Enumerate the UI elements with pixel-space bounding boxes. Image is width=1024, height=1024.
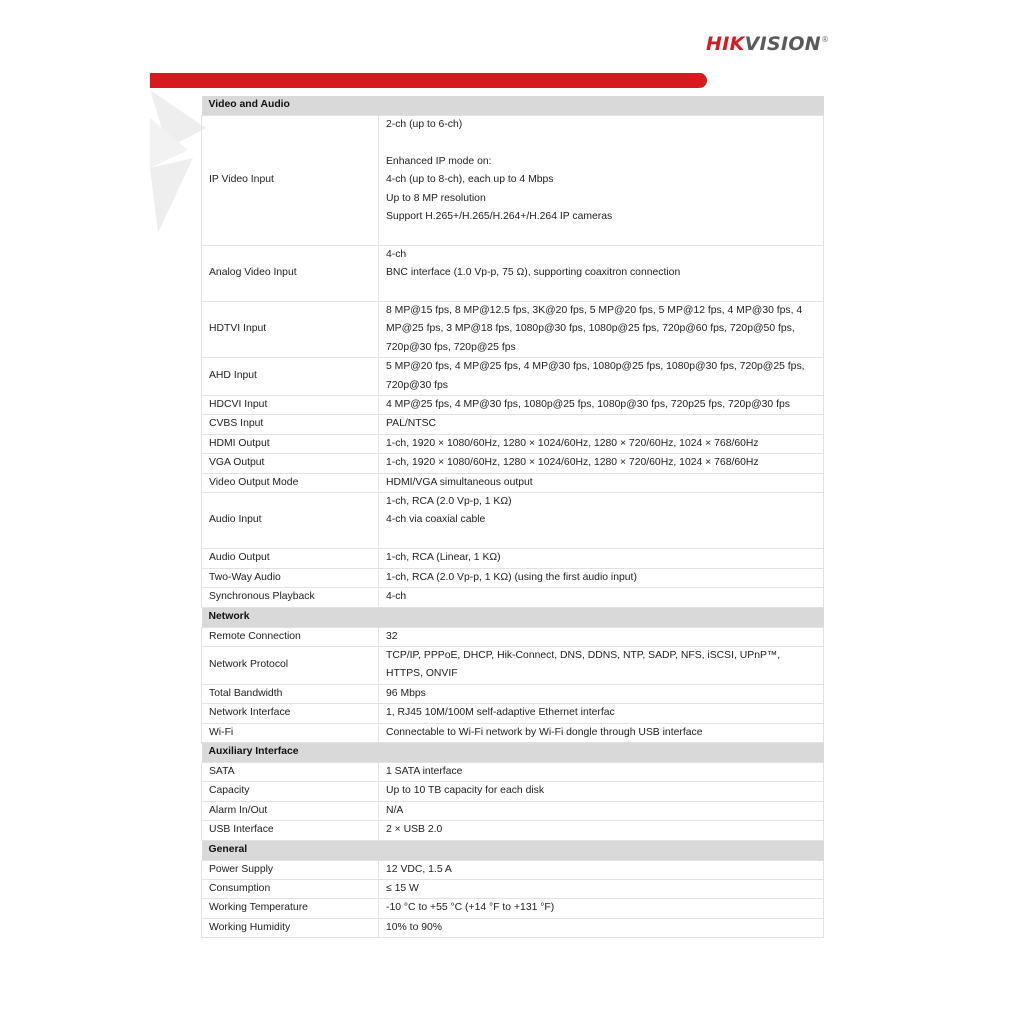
spec-label: Working Humidity [202,918,379,937]
spec-value-line: 10% to 90% [386,921,443,933]
spec-value [379,899,824,918]
spec-value-line: Up to 8 MP resolution [386,192,486,204]
spec-value-line [386,283,817,301]
spec-value-line: TCP/IP, PPPoE, DHCP, Hik-Connect, DNS, DDNS, NTP, SADP, NFS, iSCSI, UPnP™, HTTPS, ONVIF [386,649,781,680]
table-row [202,899,824,918]
spec-label: Remote Connection [202,627,379,646]
spec-value-line: -10 °C to +55 °C (+14 °F to +131 °F) [386,902,555,914]
spec-value-line: 2 × USB 2.0 [386,824,443,836]
spec-value-line: ≤ 15 W [386,882,419,894]
spec-value-line: 4 MP@25 fps, 4 MP@30 fps, 1080p@25 fps, 1080p@30 fps, 720p25 fps, 720p@30 fps [386,399,790,411]
spec-label: Network Interface [202,704,379,723]
spec-label: Synchronous Playback [202,588,379,607]
table-row [202,646,824,684]
table-row [202,493,824,549]
spec-value-line: 12 VDC, 1.5 A [386,863,452,875]
section-header [202,607,824,627]
section-title: Network [202,607,824,627]
table-row [202,782,824,801]
spec-value-line: 1-ch, RCA (2.0 Vp-p, 1 KΩ) (using the first audio input) [386,571,637,583]
table-row [202,568,824,587]
spec-value-line: 4-ch [386,248,407,260]
spec-value [379,415,824,434]
table-row [202,473,824,492]
spec-value-line: PAL/NTSC [386,418,437,430]
table-row [202,116,824,246]
spec-label: Capacity [202,782,379,801]
spec-value [379,454,824,473]
spec-label: CVBS Input [202,415,379,434]
spec-value-line: 4-ch [386,591,407,603]
spec-value-line [386,134,817,152]
table-row [202,245,824,301]
spec-value-line: BNC interface (1.0 Vp-p, 75 Ω), supporting coaxitron connection [386,267,681,279]
spec-value [379,493,824,549]
spec-value [379,646,824,684]
spec-label: Audio Output [202,549,379,568]
spec-value [379,358,824,396]
table-row [202,415,824,434]
section-title: General [202,840,824,860]
table-row [202,588,824,607]
spec-value [379,821,824,840]
watermark-graphic [148,88,208,238]
spec-value [379,434,824,453]
table-row [202,627,824,646]
spec-value-line: 1, RJ45 10M/100M self-adaptive Ethernet interfac [386,707,615,719]
spec-value-line: 4-ch via coaxial cable [386,514,486,526]
spec-label: Two-Way Audio [202,568,379,587]
spec-label: USB Interface [202,821,379,840]
table-row [202,704,824,723]
section-header [202,840,824,860]
spec-value-line: 1-ch, RCA (2.0 Vp-p, 1 KΩ) [386,496,512,508]
table-row [202,302,824,358]
specification-table [201,96,824,938]
table-row [202,684,824,703]
table-row [202,879,824,898]
table-row [202,821,824,840]
spec-label: HDTVI Input [202,302,379,358]
spec-value-line: 4-ch (up to 8-ch), each up to 4 Mbps [386,174,554,186]
spec-value-line: 5 MP@20 fps, 4 MP@25 fps, 4 MP@30 fps, 1080p@25 fps, 1080p@30 fps, 720p@25 fps, 720p@30 fps [386,361,805,391]
spec-value [379,245,824,301]
section-header [202,96,824,116]
header-red-bar [150,73,707,88]
spec-value [379,782,824,801]
spec-value-line: Up to 10 TB capacity for each disk [386,785,545,797]
table-row [202,860,824,879]
spec-value [379,879,824,898]
spec-label: Audio Input [202,493,379,549]
spec-value-line [386,530,817,548]
spec-value-line: HDMI/VGA simultaneous output [386,476,533,488]
specification-table-body [202,96,824,938]
spec-value-line: Support H.265+/H.265/H.264+/H.264 IP cameras [386,211,613,223]
spec-label: HDCVI Input [202,396,379,415]
spec-value-line: 8 MP@15 fps, 8 MP@12.5 fps, 3K@20 fps, 5 MP@20 fps, 5 MP@12 fps, 4 MP@30 fps, 4 MP@25 fps, 3 MP@18 fps, 1080p@30 fps, 1080p@25 fps, 720p@60 fps, 720p@50 fps, 720p@30 fps, 720p@25 fps [386,305,803,353]
spec-value [379,116,824,246]
table-row [202,454,824,473]
spec-value [379,302,824,358]
spec-value [379,704,824,723]
table-row [202,762,824,781]
registered-mark: ® [821,35,830,44]
spec-label: Network Protocol [202,646,379,684]
section-title: Video and Audio [202,96,824,116]
spec-value-line: 1 SATA interface [386,765,463,777]
spec-value-line: Enhanced IP mode on: [386,155,492,167]
spec-label: Consumption [202,879,379,898]
spec-value [379,473,824,492]
table-row [202,918,824,937]
spec-label: Video Output Mode [202,473,379,492]
spec-label: AHD Input [202,358,379,396]
table-row [202,358,824,396]
table-row [202,723,824,742]
section-title: Auxiliary Interface [202,742,824,762]
logo-text-gray: VISION [744,33,821,55]
table-row [202,801,824,820]
spec-value [379,723,824,742]
spec-label: Working Temperature [202,899,379,918]
table-row [202,396,824,415]
table-row [202,434,824,453]
spec-value-line: N/A [386,804,404,816]
spec-label: Power Supply [202,860,379,879]
spec-value-line: 32 [386,630,398,642]
spec-label: Total Bandwidth [202,684,379,703]
spec-value-line [386,226,817,244]
spec-value-line: 1-ch, 1920 × 1080/60Hz, 1280 × 1024/60Hz, 1280 × 720/60Hz, 1024 × 768/60Hz [386,437,759,449]
spec-value-line: 1-ch, 1920 × 1080/60Hz, 1280 × 1024/60Hz, 1280 × 720/60Hz, 1024 × 768/60Hz [386,457,759,469]
spec-value [379,762,824,781]
logo-text-red: HIK [706,33,745,55]
spec-value [379,549,824,568]
spec-value [379,568,824,587]
spec-value-line: 2-ch (up to 6-ch) [386,119,463,130]
spec-value [379,918,824,937]
spec-value-line: Connectable to Wi-Fi network by Wi-Fi dongle through USB interface [386,726,703,738]
spec-label: IP Video Input [202,116,379,246]
spec-label: Wi-Fi [202,723,379,742]
spec-value [379,396,824,415]
spec-value [379,801,824,820]
spec-label: SATA [202,762,379,781]
spec-label: Analog Video Input [202,245,379,301]
spec-value [379,684,824,703]
table-row [202,549,824,568]
spec-value-line: 96 Mbps [386,687,426,699]
section-header [202,742,824,762]
spec-label: VGA Output [202,454,379,473]
spec-label: HDMI Output [202,434,379,453]
spec-value [379,860,824,879]
spec-value [379,588,824,607]
hikvision-logo [706,33,829,55]
spec-value-line: 1-ch, RCA (Linear, 1 KΩ) [386,552,501,564]
spec-value [379,627,824,646]
spec-label: Alarm In/Out [202,801,379,820]
